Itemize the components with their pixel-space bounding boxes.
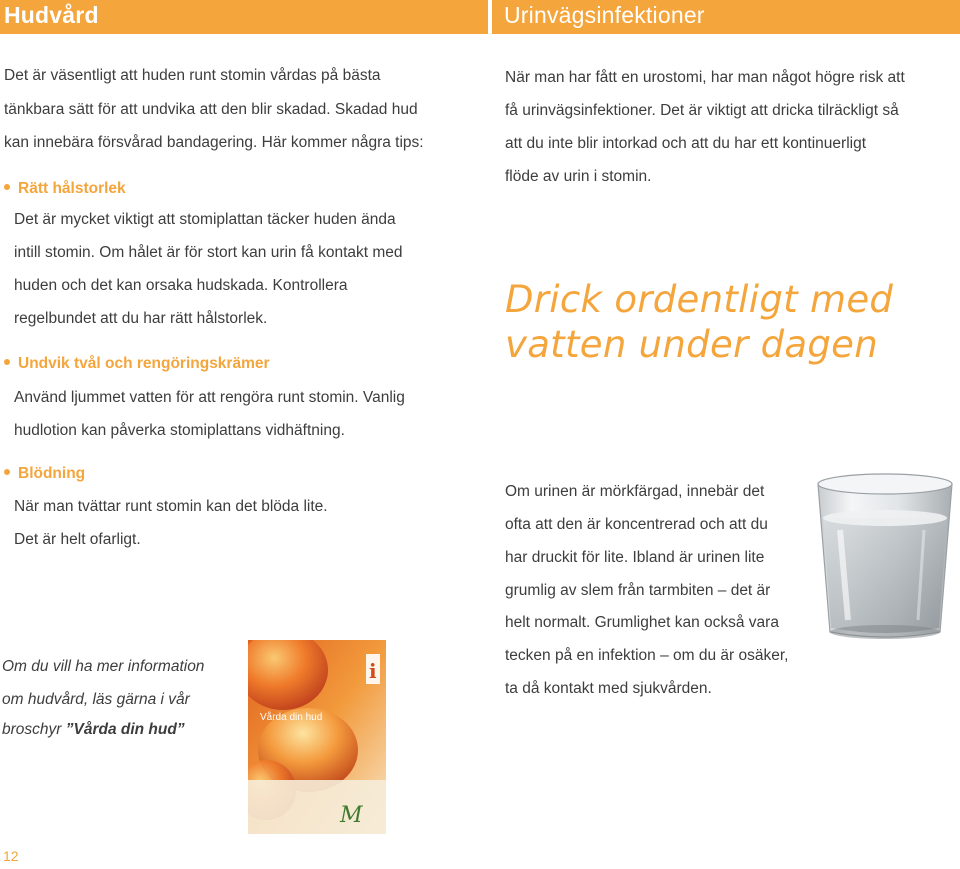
right-body-line-1: Om urinen är mörkfärgad, innebär det: [505, 483, 765, 500]
left-title: Hudvård: [4, 2, 99, 28]
pull-quote-line-2: vatten under dagen: [505, 323, 878, 366]
section-heading-hole-size: Rätt hålstorlek: [4, 180, 126, 198]
section-3-line-2: Det är helt ofarligt.: [14, 531, 141, 548]
left-header-bar: [0, 0, 488, 34]
right-body-line-7: ta då kontakt med sjukvården.: [505, 680, 712, 697]
section-3-line-1: När man tvättar runt stomin kan det blöda lite.: [14, 498, 328, 515]
right-header-bar: [492, 0, 960, 34]
page-number: 12: [3, 848, 19, 864]
section-1-line-2: intill stomin. Om hålet är för stort kan urin få kontakt med: [14, 244, 403, 261]
section-1-line-1: Det är mycket viktigt att stomiplattan täcker huden ända: [14, 211, 396, 228]
right-intro-line-4: flöde av urin i stomin.: [505, 168, 652, 185]
section-2-line-2: hudlotion kan påverka stomiplattans vidhäftning.: [14, 422, 345, 439]
info-line-3: broschyr ”Vårda din hud”: [2, 721, 185, 738]
right-body-line-3: har druckit för lite. Ibland är urinen lite: [505, 549, 765, 566]
section-2-line-1: Använd ljummet vatten för att rengöra runt stomin. Vanlig: [14, 389, 405, 406]
left-intro-line-3: kan innebära försvårad bandagering. Här kommer några tips:: [4, 134, 424, 151]
right-intro-line-2: få urinvägsinfektioner. Det är viktigt att dricka tilräckligt så: [505, 102, 899, 119]
brochure-info-mark: i: [369, 659, 377, 683]
section-heading-soap: Undvik tvål och rengöringskrämer: [4, 355, 270, 373]
section-1-line-3: huden och det kan orsaka hudskada. Kontrollera: [14, 277, 348, 294]
right-body-line-6: tecken på en infektion – om du är osäker,: [505, 647, 789, 664]
brochure-logo: M: [340, 803, 363, 828]
right-body-line-2: ofta att den är koncentrerad och att du: [505, 516, 768, 533]
right-intro-line-1: När man har fått en urostomi, har man något högre risk att: [505, 69, 905, 86]
left-intro-line-2: tänkbara sätt för att undvika att den blir skadad. Skadad hud: [4, 101, 418, 118]
left-intro-line-1: Det är väsentligt att huden runt stomin vårdas på bästa: [4, 67, 381, 84]
info-line-1: Om du vill ha mer information: [2, 658, 205, 675]
pull-quote-line-1: Drick ordentligt med: [505, 278, 894, 321]
right-body-line-4: grumlig av slem från tarmbiten – det är: [505, 582, 771, 599]
right-intro-line-3: att du inte blir intorkad och att du har ett kontinuerligt: [505, 135, 867, 152]
bullet-icon: [4, 469, 10, 475]
water-glass-image: [812, 470, 958, 644]
brochure-cover-image: [248, 640, 386, 834]
right-title: Urinvägsinfektioner: [504, 2, 705, 28]
info-line-2: om hudvård, läs gärna i vår: [2, 691, 190, 708]
right-body-line-5: helt normalt. Grumlighet kan också vara: [505, 614, 779, 631]
brochure-title: Vårda din hud: [260, 712, 323, 723]
bullet-icon: [4, 184, 10, 190]
section-heading-bleeding: Blödning: [4, 465, 85, 483]
section-1-line-4: regelbundet att du har rätt hålstorlek.: [14, 310, 268, 327]
bullet-icon: [4, 359, 10, 365]
